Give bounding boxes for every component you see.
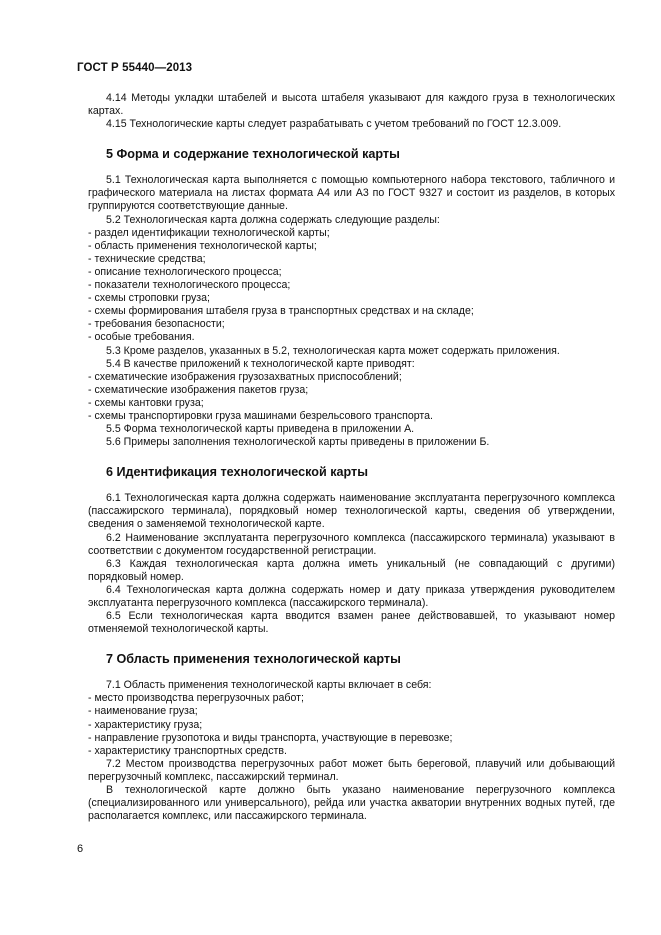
paragraph-7-2: 7.2 Местом производства перегрузочных работ может быть береговой, плавучий или добывающий перегрузочный комплекс, пассажирский терминал. <box>88 757 615 783</box>
document-header: ГОСТ Р 55440—2013 <box>77 62 193 74</box>
appendix-list <box>88 371 615 423</box>
page-number: 6 <box>77 843 84 855</box>
list-item: - описание технологического процесса; <box>88 265 282 278</box>
paragraph-4-14: 4.14 Методы укладки штабелей и высота штабеля указывают для каждого груза в технологических картах. <box>88 92 615 118</box>
list-item: - характеристику груза; <box>88 718 203 731</box>
scope-list <box>88 692 615 757</box>
paragraph-7-1: 7.1 Область применения технологической карты включает в себя: <box>106 679 432 692</box>
paragraph-5-1: 5.1 Технологическая карта выполняется с помощью компьютерного набора текстового, табличного и графического материала на листах формата А4 или А3 по ГОСТ 9327 и состоит из разделов, в которых группируются соответствующие данные. <box>88 174 615 213</box>
paragraph-6-5: 6.5 Если технологическая карта вводится взамен ранее действовавшей, то указывают номер отменяемой технологической карты. <box>88 610 615 636</box>
paragraph-7-3: В технологической карте должно быть указано наименование перегрузочного комплекса (специализированного или универсального), рейда или участка акватории внутренних водных путей, где располагается комплекс, или пассажирского терминала. <box>88 784 615 823</box>
section-6-title: 6 Идентификация технологической карты <box>106 465 368 480</box>
paragraph-6-3: 6.3 Каждая технологическая карта должна иметь уникальный (не совпадающий с другими) порядковый номер. <box>88 557 615 583</box>
paragraph-5-2: 5.2 Технологическая карта должна содержать следующие разделы: <box>106 213 440 226</box>
paragraph-5-4: 5.4 В качестве приложений к технологической карте приводят: <box>106 357 415 370</box>
list-item: - требования безопасности; <box>88 318 225 331</box>
list-item: - схемы строповки груза; <box>88 292 210 305</box>
paragraph-4-15: 4.15 Технологические карты следует разрабатывать с учетом требований по ГОСТ 12.3.009. <box>106 118 562 131</box>
paragraph-6-4: 6.4 Технологическая карта должна содержать номер и дату приказа утверждения руководителем эксплуатанта перегрузочного комплекса (пассажирского терминала). <box>88 583 615 609</box>
page-content <box>88 92 615 823</box>
list-item: - область применения технологической карты; <box>88 239 317 252</box>
list-item: - наименование груза; <box>88 705 198 718</box>
list-item: - технические средства; <box>88 252 206 265</box>
list-item: - схемы транспортировки груза машинами безрельсового транспорта. <box>88 409 433 422</box>
paragraph-6-2: 6.2 Наименование эксплуатанта перегрузочного комплекса (пассажирского терминала) указывают в соответствии с документом государственной регистрации. <box>88 531 615 557</box>
list-item: - схематические изображения пакетов груза; <box>88 383 309 396</box>
paragraph-6-1: 6.1 Технологическая карта должна содержать наименование эксплуатанта перегрузочного комплекса (пассажирского терминала), порядковый номер технологической карты, сведения об утверждении, сведения о заменяемой технологической карте. <box>88 492 615 531</box>
section-5-list <box>88 227 615 345</box>
list-item: - особые требования. <box>88 331 195 344</box>
list-item: - характеристику транспортных средств. <box>88 744 287 757</box>
list-item: - направление грузопотока и виды транспорта, участвующие в перевозке; <box>88 731 453 744</box>
section-7-title: 7 Область применения технологической карты <box>106 652 401 667</box>
paragraph-5-5: 5.5 Форма технологической карты приведена в приложении А. <box>106 423 415 436</box>
list-item: - схематические изображения грузозахватных приспособлений; <box>88 370 402 383</box>
list-item: - место производства перегрузочных работ; <box>88 692 304 705</box>
list-item: - схемы формирования штабеля груза в транспортных средствах и на складе; <box>88 305 474 318</box>
list-item: - схемы кантовки груза; <box>88 396 204 409</box>
paragraph-5-6: 5.6 Примеры заполнения технологической карты приведены в приложении Б. <box>106 436 490 449</box>
list-item: - показатели технологического процесса; <box>88 279 291 292</box>
section-5-title: 5 Форма и содержание технологической карты <box>106 147 400 162</box>
list-item: - раздел идентификации технологической карты; <box>88 226 330 239</box>
paragraph-5-3: 5.3 Кроме разделов, указанных в 5.2, технологическая карта может содержать приложения. <box>106 344 560 357</box>
